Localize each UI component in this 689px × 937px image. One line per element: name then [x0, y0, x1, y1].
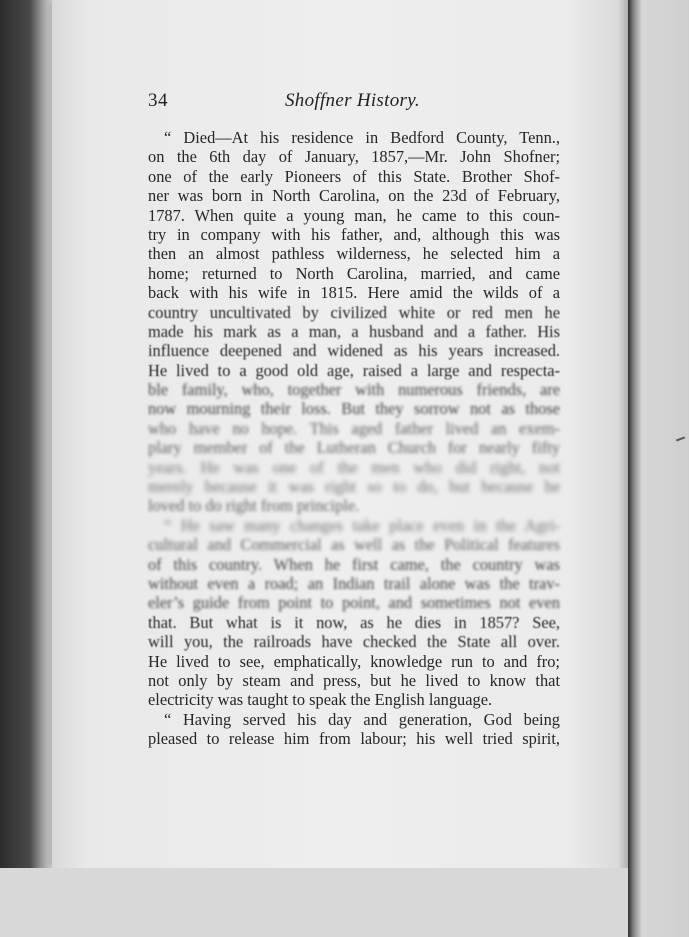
text-line: influence deepened and widened as his years increased.	[148, 341, 560, 361]
text-line: merely because it was right so to do, but because he	[148, 477, 560, 497]
text-line: plary member of the Lutheran Church for nearly fifty	[148, 438, 560, 458]
text-line: back with his wife in 1815. Here amid the wilds of a	[148, 283, 560, 303]
text-line: pleased to release him from labour; his well tried spirit,	[148, 729, 560, 749]
text-line: now mourning their loss. But they sorrow not as those	[148, 399, 560, 419]
scanner-bed-edge	[0, 868, 628, 937]
text-line: one of the early Pioneers of this State. Brother Shof-	[148, 166, 560, 186]
text-line: loved to do right from principle.	[148, 496, 360, 516]
text-line: on the 6th day of January, 1857,—Mr. John Shofner;	[148, 147, 560, 167]
page-header	[148, 86, 558, 116]
text-line: “ Having served his day and generation, God being	[164, 709, 560, 729]
running-title: Shoffner History.	[285, 90, 420, 111]
text-line: try in company with his father, and, although this was	[148, 224, 560, 244]
text-line: 1787. When quite a young man, he came to this coun-	[148, 205, 560, 225]
text-line: without even a road; an Indian trail alone was the trav-	[148, 573, 560, 593]
text-line: electricity was taught to speak the English language.	[148, 690, 493, 710]
text-line: that. But what is it now, as he dies in 1857? See,	[148, 612, 560, 632]
text-line: of this country. When he first came, the country was	[148, 554, 560, 574]
adjacent-page-edge	[628, 0, 689, 937]
text-line: cultural and Commercial as well as the Political features	[148, 535, 560, 555]
text-line: “ Died—At his residence in Bedford County, Tenn.,	[164, 128, 560, 147]
body-text	[148, 128, 560, 749]
text-line: country uncultivated by civilized white or red men he	[148, 302, 560, 322]
text-line: ble family, who, together with numerous friends, are	[148, 380, 560, 400]
text-line: eler’s guide from point to point, and sometimes not even	[148, 593, 560, 613]
text-line: then an almost pathless wilderness, he selected him a	[148, 244, 560, 264]
text-line: made his mark as a man, a husband and a father. His	[148, 321, 560, 341]
paragraph	[148, 516, 560, 710]
paragraph	[148, 128, 560, 516]
text-line: will you, the railroads have checked the State all over.	[148, 632, 560, 652]
paragraph	[148, 710, 560, 749]
text-line: home; returned to North Carolina, married, and came	[148, 263, 560, 283]
text-line: years. He was one of the men who did right, not	[148, 457, 560, 477]
text-line: “ He saw many changes take place even in the Agri-	[164, 515, 560, 535]
text-line: not only by steam and press, but he lived to know that	[148, 670, 560, 690]
text-line: who have no hope. This aged father lived an exem-	[148, 418, 560, 438]
text-line: ner was born in North Carolina, on the 23d of February,	[148, 186, 560, 206]
text-line: He lived to see, emphatically, knowledge run to and fro;	[148, 651, 560, 671]
text-line: He lived to a good old age, raised a large and respecta-	[148, 360, 560, 380]
page-number: 34	[148, 90, 168, 111]
